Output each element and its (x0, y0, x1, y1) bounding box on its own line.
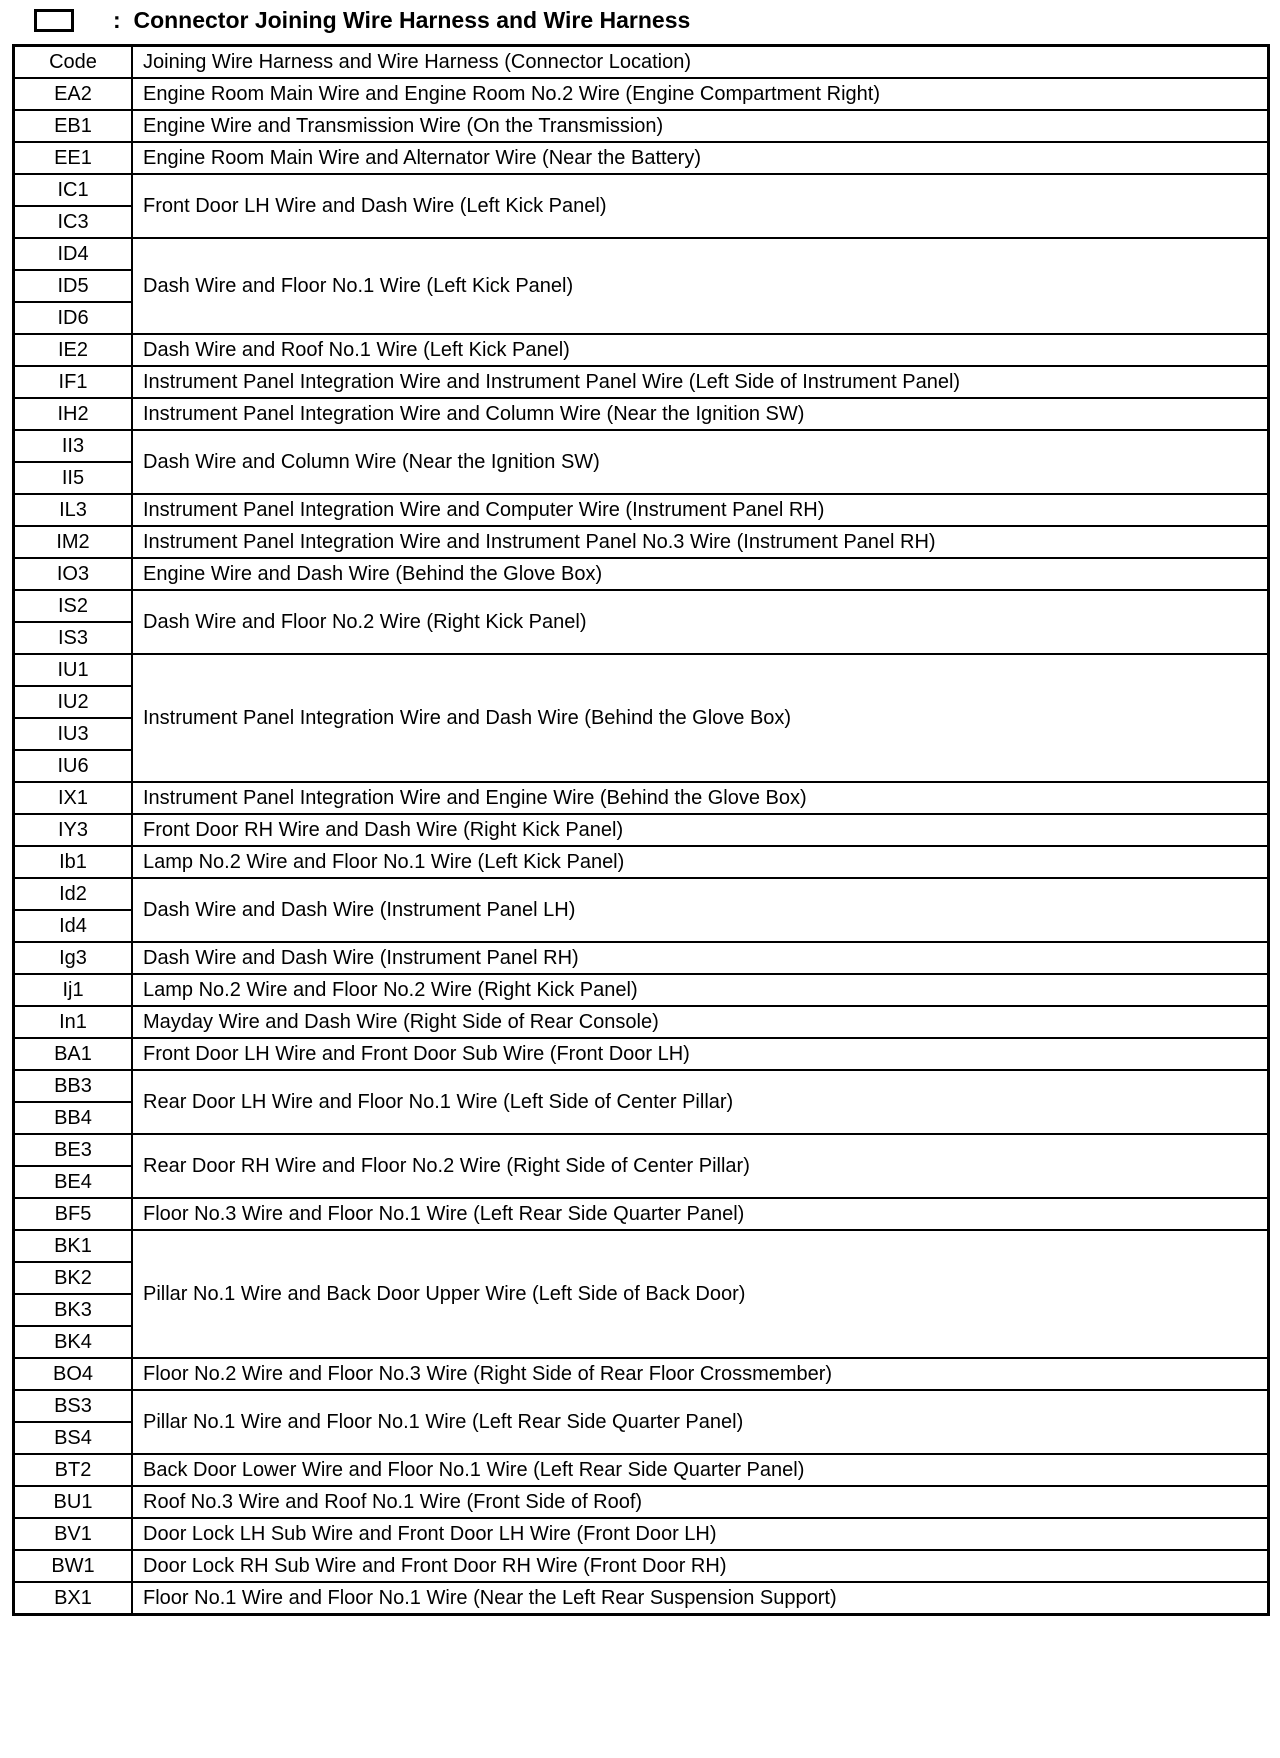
connector-location-cell: Pillar No.1 Wire and Floor No.1 Wire (Left Rear Side Quarter Panel) (132, 1390, 1269, 1454)
column-header-description: Joining Wire Harness and Wire Harness (Connector Location) (132, 46, 1269, 79)
connector-location-cell: Dash Wire and Dash Wire (Instrument Panel RH) (132, 942, 1269, 974)
connector-code-cell: BV1 (14, 1518, 133, 1550)
table-row (14, 590, 1269, 622)
connector-code-cell: IX1 (14, 782, 133, 814)
connector-code-cell: IL3 (14, 494, 133, 526)
connector-location-cell: Front Door LH Wire and Dash Wire (Left Kick Panel) (132, 174, 1269, 238)
connector-location-cell: Dash Wire and Column Wire (Near the Ignition SW) (132, 430, 1269, 494)
connector-location-cell: Floor No.3 Wire and Floor No.1 Wire (Left Rear Side Quarter Panel) (132, 1198, 1269, 1230)
connector-code-cell: BF5 (14, 1198, 133, 1230)
table-row (14, 238, 1269, 270)
connector-location-cell: Engine Room Main Wire and Alternator Wire (Near the Battery) (132, 142, 1269, 174)
connector-code-cell: BK4 (14, 1326, 133, 1358)
connector-code-cell: Ij1 (14, 974, 133, 1006)
legend-header (34, 4, 690, 36)
table-row (14, 1550, 1269, 1582)
table-row (14, 142, 1269, 174)
connector-code-cell: BS3 (14, 1390, 133, 1422)
table-row (14, 110, 1269, 142)
connector-code-cell: IU6 (14, 750, 133, 782)
connector-code-cell: II3 (14, 430, 133, 462)
table-row (14, 1518, 1269, 1550)
table-body (14, 78, 1269, 1615)
connector-code-cell: II5 (14, 462, 133, 494)
connector-code-cell: EE1 (14, 142, 133, 174)
connector-location-cell: Instrument Panel Integration Wire and Dash Wire (Behind the Glove Box) (132, 654, 1269, 782)
connector-code-cell: BS4 (14, 1422, 133, 1454)
connector-code-cell: BK3 (14, 1294, 133, 1326)
connector-code-cell: Id2 (14, 878, 133, 910)
table-row (14, 654, 1269, 686)
connector-location-cell: Dash Wire and Dash Wire (Instrument Panel LH) (132, 878, 1269, 942)
table-row (14, 1582, 1269, 1615)
connector-code-cell: BW1 (14, 1550, 133, 1582)
table-row (14, 430, 1269, 462)
connector-location-cell: Dash Wire and Floor No.2 Wire (Right Kick Panel) (132, 590, 1269, 654)
connector-code-cell: Ib1 (14, 846, 133, 878)
table-row (14, 1358, 1269, 1390)
connector-location-cell: Floor No.2 Wire and Floor No.3 Wire (Right Side of Rear Floor Crossmember) (132, 1358, 1269, 1390)
connector-code-cell: BK1 (14, 1230, 133, 1262)
connector-code-cell: BE4 (14, 1166, 133, 1198)
table-row (14, 78, 1269, 110)
table-row (14, 878, 1269, 910)
table-row (14, 1006, 1269, 1038)
legend-title: : Connector Joining Wire Harness and Wire Harness (113, 6, 691, 33)
table-row (14, 174, 1269, 206)
connector-table (12, 44, 1270, 1616)
table-row (14, 942, 1269, 974)
connector-code-cell: BA1 (14, 1038, 133, 1070)
connector-location-cell: Rear Door LH Wire and Floor No.1 Wire (Left Side of Center Pillar) (132, 1070, 1269, 1134)
connector-code-cell: ID6 (14, 302, 133, 334)
table-row (14, 846, 1269, 878)
connector-code-cell: IO3 (14, 558, 133, 590)
table-row (14, 494, 1269, 526)
connector-location-cell: Engine Room Main Wire and Engine Room No.2 Wire (Engine Compartment Right) (132, 78, 1269, 110)
connector-location-cell: Roof No.3 Wire and Roof No.1 Wire (Front Side of Roof) (132, 1486, 1269, 1518)
connector-code-cell: ID5 (14, 270, 133, 302)
connector-location-cell: Back Door Lower Wire and Floor No.1 Wire (Left Rear Side Quarter Panel) (132, 1454, 1269, 1486)
connector-code-cell: Id4 (14, 910, 133, 942)
connector-code-cell: EB1 (14, 110, 133, 142)
connector-code-cell: ID4 (14, 238, 133, 270)
connector-code-cell: IM2 (14, 526, 133, 558)
connector-code-cell: BK2 (14, 1262, 133, 1294)
connector-code-cell: IF1 (14, 366, 133, 398)
table-row (14, 974, 1269, 1006)
connector-code-cell: IS2 (14, 590, 133, 622)
connector-location-cell: Engine Wire and Dash Wire (Behind the Glove Box) (132, 558, 1269, 590)
connector-location-cell: Lamp No.2 Wire and Floor No.1 Wire (Left Kick Panel) (132, 846, 1269, 878)
connector-code-cell: In1 (14, 1006, 133, 1038)
connector-code-cell: BO4 (14, 1358, 133, 1390)
table-row (14, 398, 1269, 430)
connector-location-cell: Dash Wire and Floor No.1 Wire (Left Kick Panel) (132, 238, 1269, 334)
connector-code-cell: BU1 (14, 1486, 133, 1518)
connector-code-cell: EA2 (14, 78, 133, 110)
table-row (14, 1070, 1269, 1102)
connector-code-cell: BB4 (14, 1102, 133, 1134)
connector-code-cell: IC3 (14, 206, 133, 238)
connector-location-cell: Instrument Panel Integration Wire and Instrument Panel Wire (Left Side of Instrument Panel) (132, 366, 1269, 398)
connector-location-cell: Lamp No.2 Wire and Floor No.2 Wire (Right Kick Panel) (132, 974, 1269, 1006)
table-row (14, 1038, 1269, 1070)
connector-code-cell: IU3 (14, 718, 133, 750)
table-row (14, 1198, 1269, 1230)
connector-code-cell: BB3 (14, 1070, 133, 1102)
connector-code-cell: Ig3 (14, 942, 133, 974)
table-row (14, 366, 1269, 398)
connector-code-cell: IE2 (14, 334, 133, 366)
connector-code-cell: IU1 (14, 654, 133, 686)
connector-location-cell: Pillar No.1 Wire and Back Door Upper Wire (Left Side of Back Door) (132, 1230, 1269, 1358)
table-row (14, 1134, 1269, 1166)
table-row (14, 782, 1269, 814)
connector-code-cell: IS3 (14, 622, 133, 654)
table-row (14, 1390, 1269, 1422)
connector-location-cell: Engine Wire and Transmission Wire (On the Transmission) (132, 110, 1269, 142)
connector-location-cell: Door Lock RH Sub Wire and Front Door RH Wire (Front Door RH) (132, 1550, 1269, 1582)
table-row (14, 526, 1269, 558)
connector-location-cell: Rear Door RH Wire and Floor No.2 Wire (Right Side of Center Pillar) (132, 1134, 1269, 1198)
connector-location-cell: Front Door RH Wire and Dash Wire (Right Kick Panel) (132, 814, 1269, 846)
connector-legend-symbol (34, 9, 74, 32)
connector-code-cell: IH2 (14, 398, 133, 430)
connector-location-cell: Instrument Panel Integration Wire and Column Wire (Near the Ignition SW) (132, 398, 1269, 430)
connector-location-cell: Instrument Panel Integration Wire and Computer Wire (Instrument Panel RH) (132, 494, 1269, 526)
connector-code-cell: IC1 (14, 174, 133, 206)
table-row (14, 1454, 1269, 1486)
table-row (14, 1486, 1269, 1518)
connector-location-cell: Mayday Wire and Dash Wire (Right Side of Rear Console) (132, 1006, 1269, 1038)
table-row (14, 558, 1269, 590)
connector-code-cell: BT2 (14, 1454, 133, 1486)
connector-location-cell: Instrument Panel Integration Wire and Engine Wire (Behind the Glove Box) (132, 782, 1269, 814)
connector-location-cell: Floor No.1 Wire and Floor No.1 Wire (Near the Left Rear Suspension Support) (132, 1582, 1269, 1615)
column-header-code: Code (14, 46, 133, 79)
connector-code-cell: BX1 (14, 1582, 133, 1615)
connector-location-cell: Front Door LH Wire and Front Door Sub Wire (Front Door LH) (132, 1038, 1269, 1070)
connector-location-cell: Instrument Panel Integration Wire and Instrument Panel No.3 Wire (Instrument Panel RH) (132, 526, 1269, 558)
connector-location-cell: Door Lock LH Sub Wire and Front Door LH Wire (Front Door LH) (132, 1518, 1269, 1550)
table-row (14, 1230, 1269, 1262)
connector-code-cell: BE3 (14, 1134, 133, 1166)
table-row (14, 334, 1269, 366)
table-header-row (14, 46, 1269, 79)
connector-location-cell: Dash Wire and Roof No.1 Wire (Left Kick Panel) (132, 334, 1269, 366)
connector-code-cell: IU2 (14, 686, 133, 718)
table-row (14, 814, 1269, 846)
connector-code-cell: IY3 (14, 814, 133, 846)
